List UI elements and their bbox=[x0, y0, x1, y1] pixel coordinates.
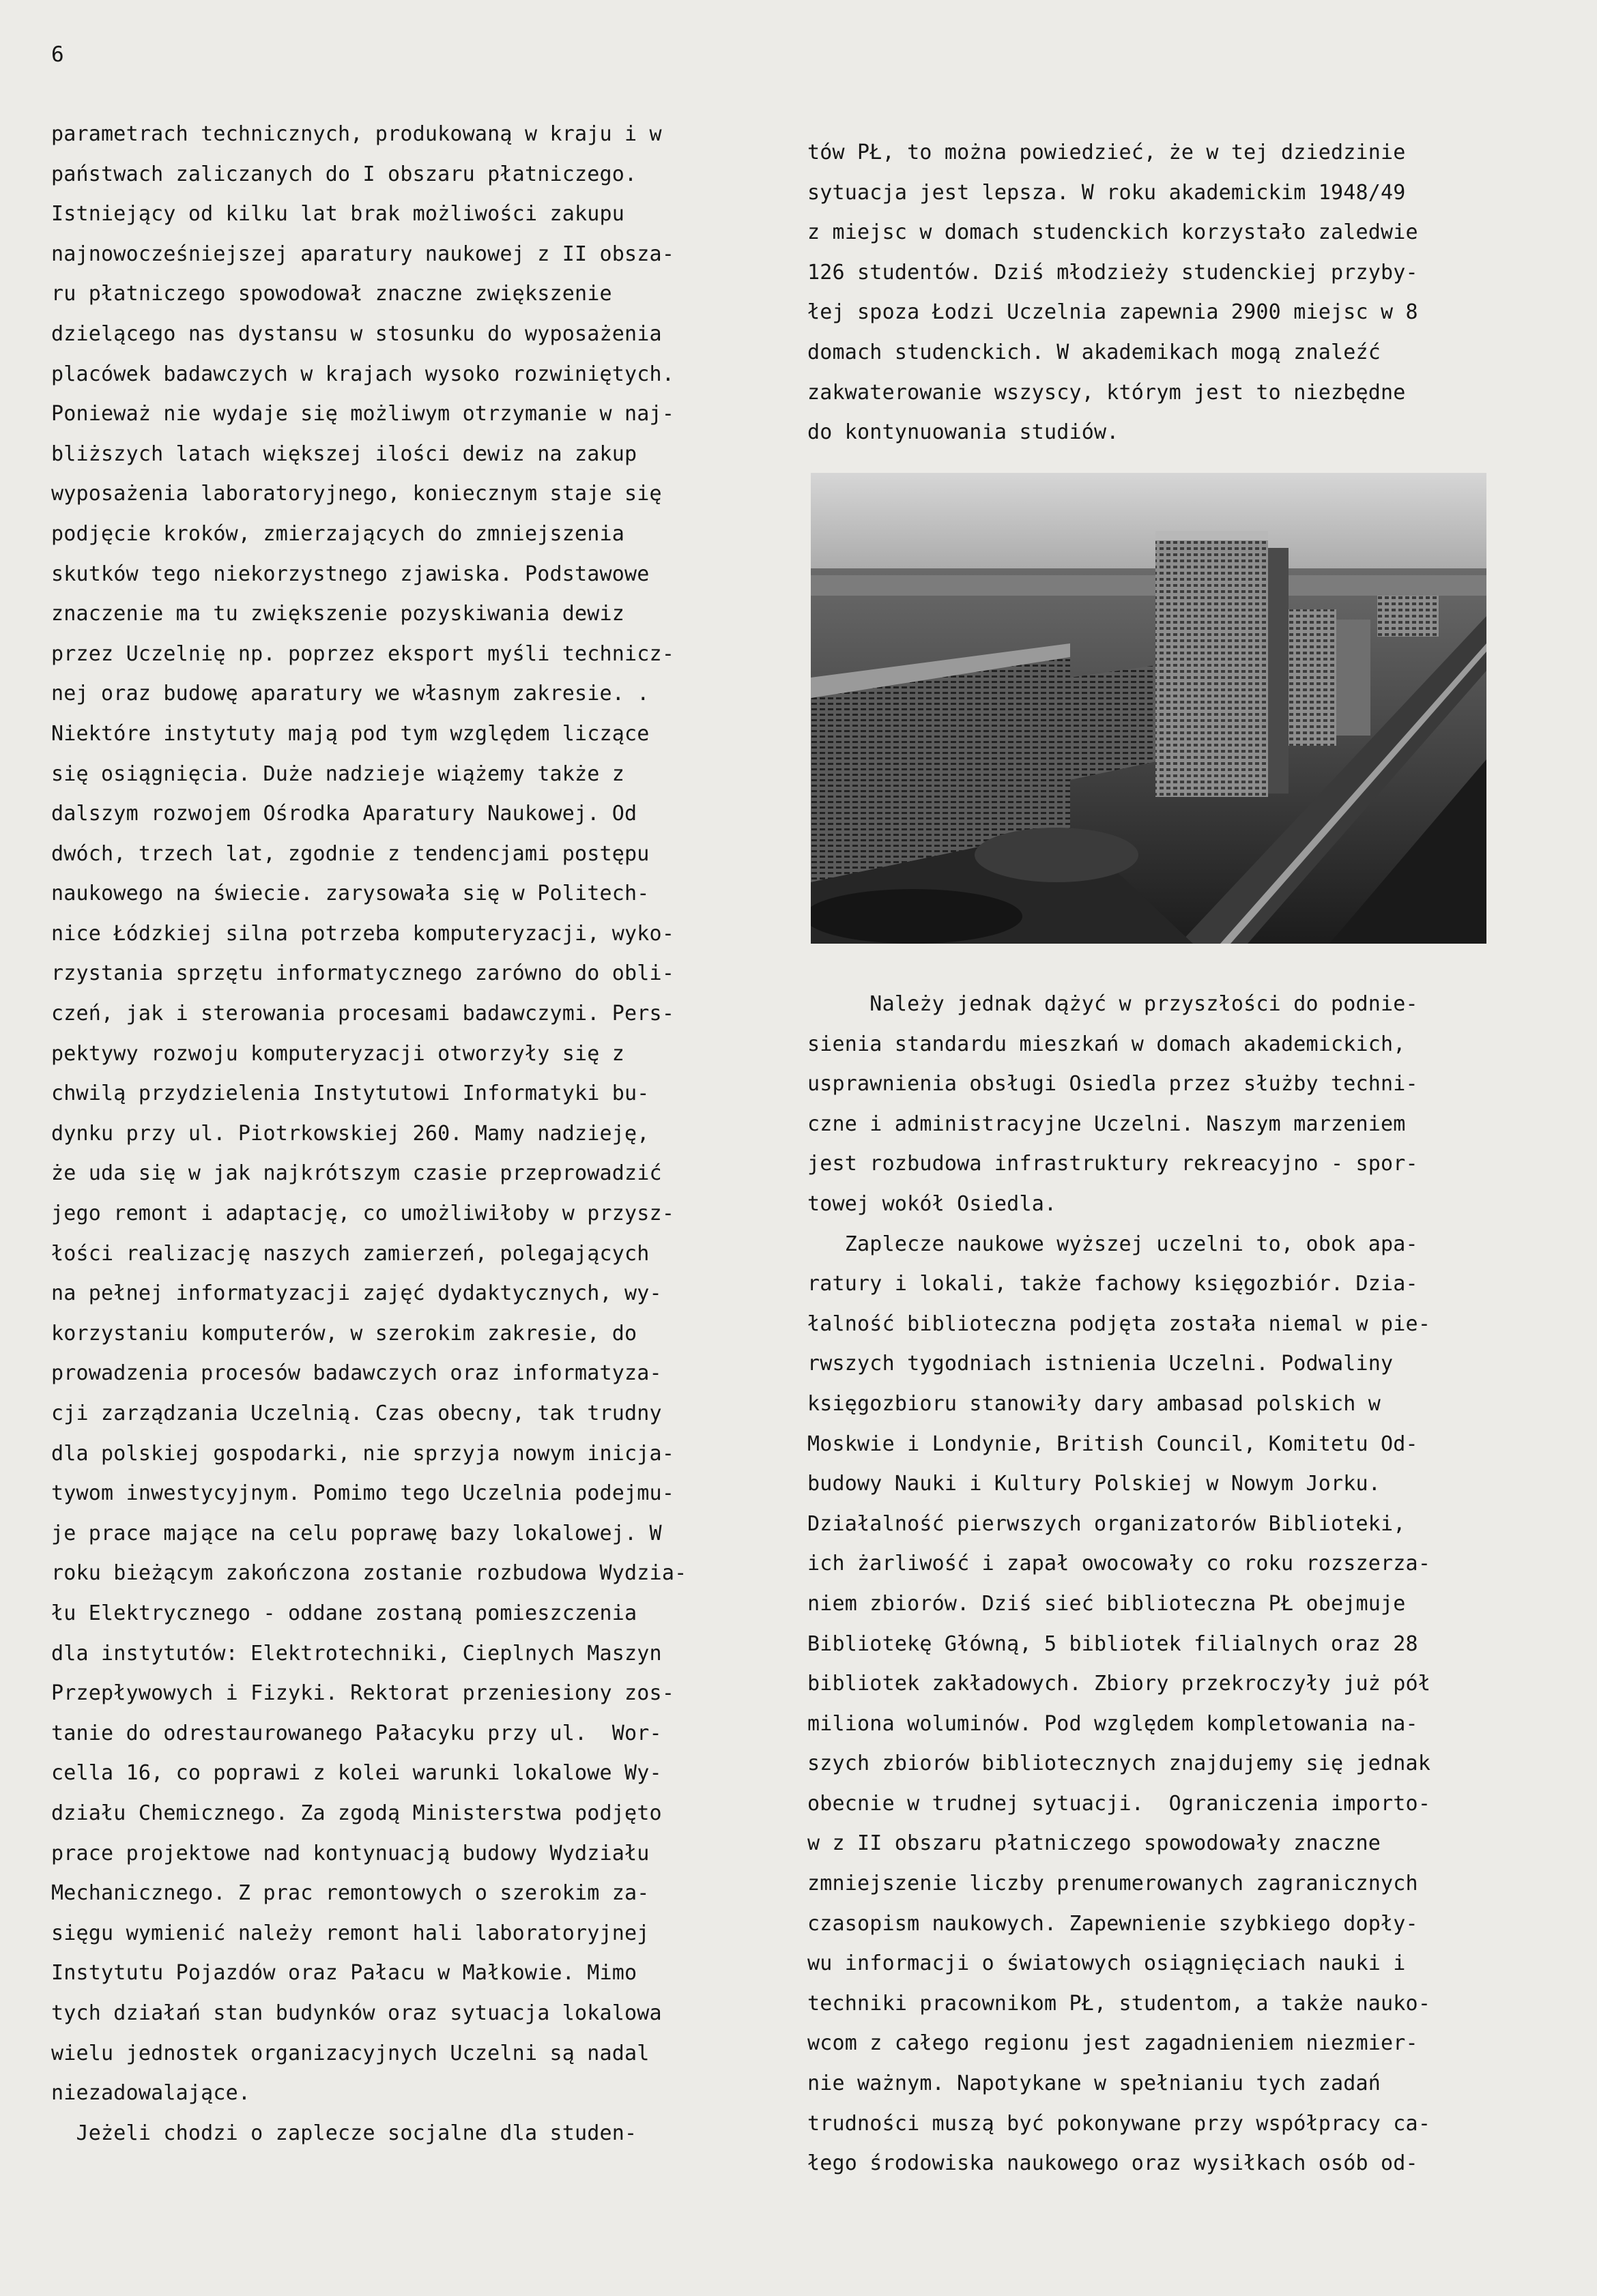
text-line: 126 studentów. Dziś młodzieży studenckiej przyby- bbox=[807, 260, 1418, 285]
text-line: tów PŁ, to można powiedzieć, że w tej dziedzinie bbox=[807, 141, 1406, 164]
text-line: wyposażenia laboratoryjnego, koniecznym staje się bbox=[51, 482, 662, 506]
text-line: prowadzenia procesów badawczych oraz informatyza- bbox=[51, 1361, 662, 1386]
text-line: łu Elektrycznego - oddane zostaną pomieszczenia bbox=[51, 1601, 637, 1625]
text-line: rwszych tygodniach istnienia Uczelni. Podwaliny bbox=[807, 1352, 1394, 1376]
text-line: łej spoza Łodzi Uczelnia zapewnia 2900 miejsc w 8 bbox=[807, 300, 1418, 325]
text-line: działu Chemicznego. Za zgodą Ministerstwa podjęto bbox=[51, 1801, 662, 1825]
text-line: dla polskiej gospodarki, nie sprzyja nowym inicja- bbox=[51, 1441, 675, 1466]
text-line: ru płatniczego spowodował znaczne zwiększenie bbox=[51, 282, 612, 306]
page-number: 6 bbox=[51, 42, 64, 67]
text-line: Jeżeli chodzi o zaplecze socjalne dla studen- bbox=[51, 2121, 637, 2145]
text-line: dalszym rozwojem Ośrodka Aparatury Naukowej. Od bbox=[51, 802, 637, 826]
text-line: Mechanicznego. Z prac remontowych o szerokim za- bbox=[51, 1881, 650, 1906]
right-text-column-top bbox=[807, 133, 1490, 453]
text-line: wu informacji o światowych osiągnięciach nauki i bbox=[807, 1951, 1406, 1976]
aerial-city-photo bbox=[811, 473, 1486, 944]
text-line: jest rozbudowa infrastruktury rekreacyjno - spor- bbox=[807, 1152, 1418, 1176]
text-line: nice Łódzkiej silna potrzeba komputeryzacji, wyko- bbox=[51, 921, 675, 946]
text-line: usprawnienia obsługi Osiedla przez służby techni- bbox=[807, 1072, 1418, 1096]
text-line: się osiągnięcia. Duże nadzieje wiążemy także z bbox=[51, 761, 625, 786]
text-line: Istniejący od kilku lat brak możliwości zakupu bbox=[51, 202, 625, 227]
text-line: chwilą przydzielenia Instytutowi Informatyki bu- bbox=[51, 1081, 650, 1106]
text-line: rzystania sprzętu informatycznego zarówno do obli- bbox=[51, 961, 675, 986]
text-line: Moskwie i Londynie, British Council, Komitetu Od- bbox=[807, 1432, 1418, 1456]
text-line: ratury i lokali, także fachowy księgozbiór. Dzia- bbox=[807, 1272, 1418, 1296]
text-line: cji zarządzania Uczelnią. Czas obecny, tak trudny bbox=[51, 1401, 662, 1425]
text-line: znaczenie ma tu zwiększenie pozyskiwania dewiz bbox=[51, 602, 625, 626]
text-line: bibliotek zakładowych. Zbiory przekroczyły już pół bbox=[807, 1672, 1431, 1696]
text-line: cella 16, co poprawi z kolei warunki lokalowe Wy- bbox=[51, 1761, 662, 1786]
left-text-column bbox=[51, 115, 761, 2153]
text-line: budowy Nauki i Kultury Polskiej w Nowym Jorku. bbox=[807, 1472, 1381, 1496]
text-line: podjęcie kroków, zmierzających do zmniejszenia bbox=[51, 521, 625, 546]
text-line: parametrach technicznych, produkowaną w kraju i w bbox=[51, 122, 662, 146]
text-line: bliższych latach większej ilości dewiz na zakup bbox=[51, 441, 637, 466]
text-line: Instytutu Pojazdów oraz Pałacu w Małkowie. Mimo bbox=[51, 1961, 637, 1986]
text-line: wcom z całego regionu jest zagadnieniem niezmier- bbox=[807, 2031, 1418, 2056]
text-line: Bibliotekę Główną, 5 bibliotek filialnych oraz 28 bbox=[807, 1631, 1418, 1656]
text-line: techniki pracownikom PŁ, studentom, a także nauko- bbox=[807, 1991, 1431, 2016]
right-text-column-bottom bbox=[807, 985, 1497, 2184]
text-line: Należy jednak dążyć w przyszłości do podnie- bbox=[807, 992, 1418, 1016]
text-line: Niektóre instytuty mają pod tym względem liczące bbox=[51, 721, 650, 746]
text-line: zmniejszenie liczby prenumerowanych zagranicznych bbox=[807, 1872, 1418, 1896]
text-line: w z II obszaru płatniczego spowodowały znaczne bbox=[807, 1831, 1381, 1856]
text-line: szych zbiorów bibliotecznych znajdujemy się jednak bbox=[807, 1752, 1431, 1776]
text-line: ich żarliwość i zapał owocowały co roku rozszerza- bbox=[807, 1552, 1431, 1576]
text-line: łości realizację naszych zamierzeń, polegających bbox=[51, 1241, 650, 1266]
photo-illustration bbox=[811, 473, 1486, 944]
text-line: Zaplecze naukowe wyższej uczelni to, obok apa- bbox=[807, 1232, 1418, 1256]
text-line: Przepływowych i Fizyki. Rektorat przeniesiony zos- bbox=[51, 1681, 675, 1706]
text-line: skutków tego niekorzystnego zjawiska. Podstawowe bbox=[51, 562, 650, 586]
text-line: dynku przy ul. Piotrkowskiej 260. Mamy nadzieję, bbox=[51, 1121, 650, 1146]
text-line: czne i administracyjne Uczelni. Naszym marzeniem bbox=[807, 1111, 1406, 1136]
text-line: wielu jednostek organizacyjnych Uczelni są nadal bbox=[51, 2041, 650, 2065]
text-line: trudności muszą być pokonywane przy współpracy ca- bbox=[807, 2111, 1431, 2136]
text-line: państwach zaliczanych do I obszaru płatniczego. bbox=[51, 162, 637, 186]
text-line: czasopism naukowych. Zapewnienie szybkiego dopły- bbox=[807, 1911, 1418, 1936]
text-line: jego remont i adaptację, co umożliwiłoby w przysz- bbox=[51, 1202, 675, 1226]
text-line: czeń, jak i sterowania procesami badawczymi. Pers- bbox=[51, 1002, 675, 1026]
text-line: je prace mające na celu poprawę bazy lokalowej. W bbox=[51, 1521, 662, 1545]
text-line: obecnie w trudnej sytuacji. Ograniczenia importo- bbox=[807, 1791, 1431, 1816]
text-line: Ponieważ nie wydaje się możliwym otrzymanie w naj- bbox=[51, 402, 675, 426]
text-line: Działalność pierwszych organizatorów Biblioteki, bbox=[807, 1511, 1406, 1536]
text-line: naukowego na świecie. zarysowała się w Politech- bbox=[51, 882, 650, 906]
text-line: pektywy rozwoju komputeryzacji otworzyły się z bbox=[51, 1041, 625, 1066]
text-line: sięgu wymienić należy remont hali laboratoryjnej bbox=[51, 1921, 650, 1945]
text-line: towej wokół Osiedla. bbox=[807, 1191, 1057, 1216]
text-line: niezadowalające. bbox=[51, 2081, 251, 2106]
text-line: z miejsc w domach studenckich korzystało zaledwie bbox=[807, 220, 1418, 245]
text-line: na pełnej informatyzacji zajęć dydaktycznych, wy- bbox=[51, 1281, 662, 1306]
text-line: zakwaterowanie wszyscy, którym jest to niezbędne bbox=[807, 380, 1406, 405]
text-line: korzystaniu komputerów, w szerokim zakresie, do bbox=[51, 1321, 637, 1346]
text-line: dwóch, trzech lat, zgodnie z tendencjami postępu bbox=[51, 841, 650, 866]
text-line: roku bieżącym zakończona zostanie rozbudowa Wydzia- bbox=[51, 1561, 687, 1586]
text-line: łego środowiska naukowego oraz wysiłkach osób od- bbox=[807, 2151, 1418, 2176]
text-line: prace projektowe nad kontynuacją budowy Wydziału bbox=[51, 1841, 650, 1865]
text-line: tywom inwestycyjnym. Pomimo tego Uczelnia podejmu- bbox=[51, 1481, 675, 1506]
text-line: księgozbioru stanowiły dary ambasad polskich w bbox=[807, 1391, 1381, 1416]
text-line: tych działań stan budynków oraz sytuacja lokalowa bbox=[51, 2001, 662, 2025]
text-line: dla instytutów: Elektrotechniki, Cieplnych Maszyn bbox=[51, 1641, 662, 1666]
text-line: przez Uczelnię np. poprzez eksport myśli technicz- bbox=[51, 641, 675, 666]
text-line: nej oraz budowę aparatury we własnym zakresie. . bbox=[51, 682, 650, 706]
text-line: miliona woluminów. Pod względem kompletowania na- bbox=[807, 1711, 1418, 1736]
text-line: łalność biblioteczna podjęta została niemal w pie- bbox=[807, 1311, 1431, 1336]
text-line: nie ważnym. Napotykane w spełnianiu tych zadań bbox=[807, 2072, 1381, 2096]
text-line: dzielącego nas dystansu w stosunku do wyposażenia bbox=[51, 321, 662, 346]
text-line: domach studenckich. W akademikach mogą znaleźć bbox=[807, 340, 1381, 364]
text-line: sienia standardu mieszkań w domach akademickich, bbox=[807, 1032, 1406, 1056]
text-line: że uda się w jak najkrótszym czasie przeprowadzić bbox=[51, 1161, 662, 1186]
text-line: niem zbiorów. Dziś sieć biblioteczna PŁ obejmuje bbox=[807, 1591, 1406, 1616]
text-line: do kontynuowania studiów. bbox=[807, 420, 1119, 445]
text-line: najnowocześniejszej aparatury naukowej z II obsza- bbox=[51, 242, 675, 266]
text-line: tanie do odrestaurowanego Pałacyku przy ul. Wor- bbox=[51, 1721, 662, 1745]
text-line: sytuacja jest lepsza. W roku akademickim 1948/49 bbox=[807, 180, 1406, 205]
text-line: placówek badawczych w krajach wysoko rozwiniętych. bbox=[51, 362, 675, 386]
